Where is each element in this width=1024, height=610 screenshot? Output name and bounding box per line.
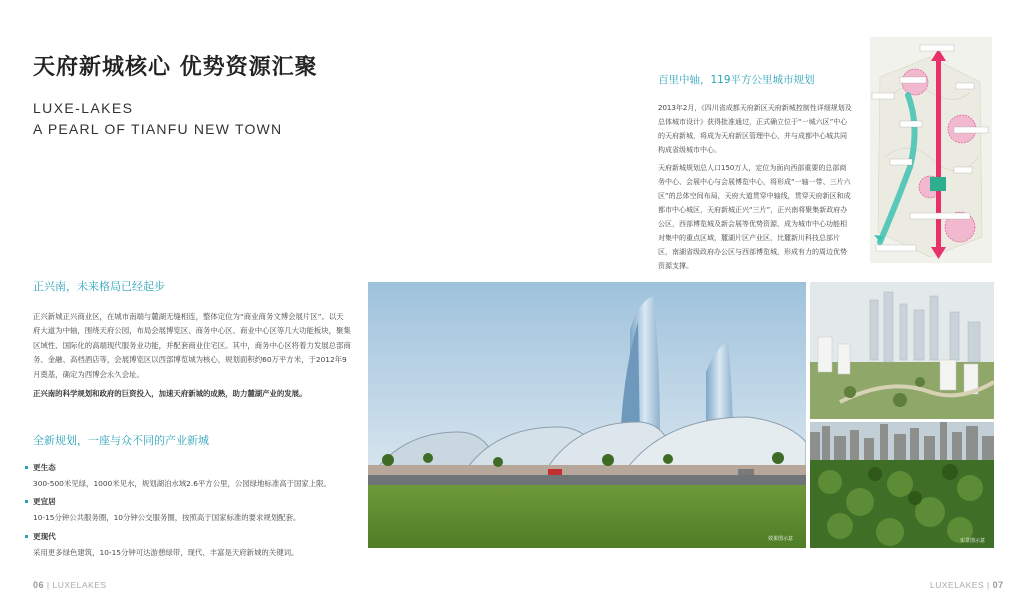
- footer-brand-left: LUXELAKES: [52, 580, 107, 590]
- map-graphic: [870, 37, 992, 263]
- page-number-left: 06: [33, 580, 45, 590]
- feature-text: 10-15分钟公共服务圈，10分钟公交服务圈，按照高于国家标准的要求规划配套。: [33, 513, 301, 522]
- page-title: 天府新城核心 优势资源汇聚: [33, 55, 318, 80]
- feature-title: 更现代: [33, 532, 56, 541]
- section1-heading: 正兴南，未来格局已经起步: [33, 280, 165, 293]
- exhibition-center-rendering: [368, 282, 806, 548]
- footer-right: [930, 580, 1004, 590]
- bullet-marker: [25, 466, 28, 469]
- section1-bold-line: 正兴南的科学规划和政府的巨资投入，加速天府新城的成熟，助力麓湖产业的发展。: [33, 389, 307, 398]
- right-sub-heading: 百里中轴，119平方公里城市规划: [658, 74, 815, 86]
- footer-left: [33, 580, 107, 590]
- small-image-caption: 实景图示意: [960, 538, 986, 544]
- section1-paragraph: 正兴新城正兴商业区，在城市南端与麓湖无缝相连，整体定位为“商业商务文博会展片区”。以天府大道为中轴，围绕天府公园，布局会展博览区、商务中心区、商业中心区等几大功能板块，聚集区域性、国际化的高端现代服务业功能，并配套商业住宅区。其中，商务中心区将着力发展总部商务、金融、高档酒店等，会展博览区以西部博览城为核心，规划面积约60万平方米，于2012年9月奠基，确定为西博会永久会址。: [33, 312, 351, 379]
- footer-brand-right: LUXELAKES: [930, 580, 985, 590]
- footer-divider: |: [46, 580, 53, 590]
- english-title-line2: A PEARL OF TIANFU NEW TOWN: [33, 121, 283, 137]
- city-plan-map: [870, 37, 992, 263]
- page-number-right: 07: [992, 580, 1004, 590]
- aerial-city-rendering: [810, 282, 994, 419]
- section2-heading: 全新规划，一座与众不同的产业新城: [33, 434, 209, 447]
- bullet-marker: [25, 500, 28, 503]
- feature-text: 采用更多绿色建筑，10-15分钟可达游憩绿带，现代、丰富是天府新城的关键词。: [33, 548, 299, 557]
- footer-divider: |: [987, 580, 993, 590]
- main-image-caption: 效果图示意: [768, 536, 794, 542]
- park-graphic: [810, 422, 994, 548]
- central-park-photo: [810, 422, 994, 548]
- bullet-marker: [25, 535, 28, 538]
- rendering-graphic: [368, 282, 806, 548]
- feature-text: 300-500米见绿，1000米见水，规划湖泊水域2.6平方公里，公园绿地标准高于国家上限。: [33, 479, 331, 488]
- right-paragraph-2: 天府新城规划总人口150万人，定位为面向西部重要的总部商务中心、会展中心与会展博览中心，将形成“一轴一带、三片六区”的总体空间布局，天府大道贯穿中轴线，贯穿天府新区和成都市中心城区，天府新城正兴“三片”，正兴南将聚集新政府办公区，西部博览城及新会展等优势资源，成为城市中心功能相对集中的重点区域，麓湖片区产业区，比麓新川科技总部片区，南湖省级政府办公区与西部博览城，形成有力的周边优势资源支撑。: [658, 164, 851, 270]
- feature-title: 更生态: [33, 463, 56, 472]
- english-title-line1: LUXE-LAKES: [33, 100, 134, 116]
- aerial-graphic: [810, 282, 994, 419]
- feature-title: 更宜居: [33, 497, 56, 506]
- right-paragraph-1: 2013年2月，《四川省成都天府新区天府新城控制性详细规划及总体城市设计》获得批准通过，正式确立位于“一城六区”中心的天府新城，将成为天府新区管理中心，并与成都中心城共同构成省级城市中心。: [658, 104, 852, 154]
